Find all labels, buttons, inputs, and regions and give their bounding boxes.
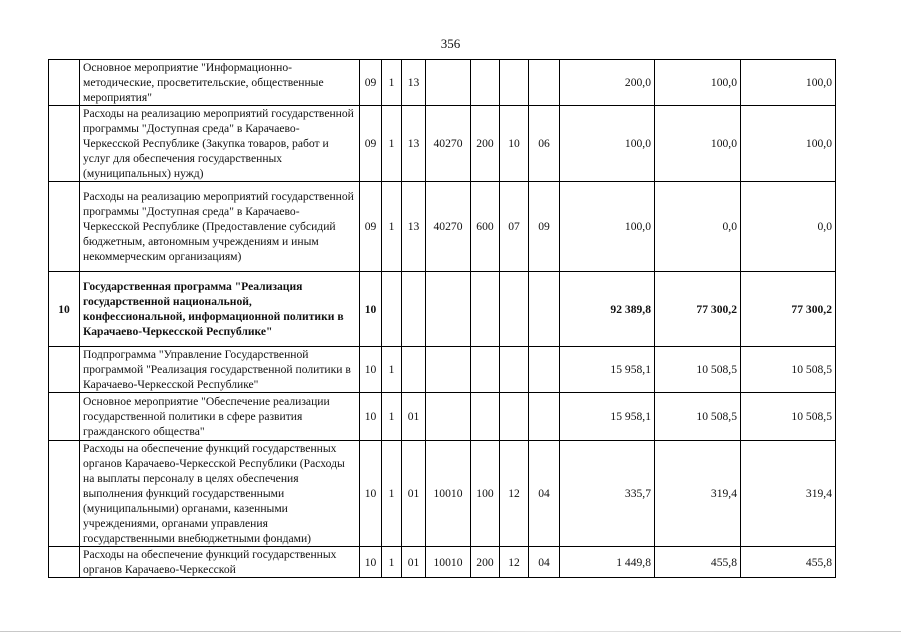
amount-year-3: 77 300,2 (741, 272, 836, 347)
subprogram-code (382, 272, 402, 347)
row-number (49, 547, 80, 578)
expense-type-code (471, 60, 500, 106)
amount-year-1: 200,0 (560, 60, 655, 106)
program-code: 10 (360, 393, 382, 441)
subprogram-code: 1 (382, 182, 402, 272)
amount-year-3: 10 508,5 (741, 393, 836, 441)
measure-code: 01 (402, 393, 426, 441)
amount-year-1: 335,7 (560, 441, 655, 547)
program-code: 10 (360, 347, 382, 393)
subsection-code: 04 (529, 441, 560, 547)
expense-type-code: 600 (471, 182, 500, 272)
subsection-code (529, 60, 560, 106)
amount-year-2: 77 300,2 (655, 272, 741, 347)
amount-year-1: 15 958,1 (560, 393, 655, 441)
row-number (49, 347, 80, 393)
table-row (49, 347, 836, 393)
row-name: Государственная программа "Реализация государственной национальной, конфессиональной, информационной политики в Карачаево-Черкесской Республике" (80, 272, 360, 347)
program-code: 09 (360, 106, 382, 182)
direction-code: 10010 (426, 547, 471, 578)
page-number: 356 (440, 36, 461, 51)
subsection-code (529, 347, 560, 393)
subprogram-code: 1 (382, 393, 402, 441)
row-name: Основное мероприятие "Информационно-методические, просветительские, общественные мероприятия" (80, 60, 360, 106)
expense-type-code (471, 393, 500, 441)
amount-year-1: 15 958,1 (560, 347, 655, 393)
expense-type-code (471, 347, 500, 393)
measure-code: 13 (402, 106, 426, 182)
subsection-code (529, 393, 560, 441)
amount-year-3: 319,4 (741, 441, 836, 547)
row-name: Расходы на обеспечение функций государственных органов Карачаево-Черкесской (80, 547, 360, 578)
section-code (500, 60, 529, 106)
table-row-program (49, 272, 836, 347)
program-code: 10 (360, 441, 382, 547)
table-row (49, 106, 836, 182)
table-row (49, 182, 836, 272)
direction-code: 10010 (426, 441, 471, 547)
subsection-code (529, 272, 560, 347)
subsection-code: 06 (529, 106, 560, 182)
section-code: 07 (500, 182, 529, 272)
direction-code (426, 393, 471, 441)
page-edge-line (0, 631, 901, 632)
amount-year-3: 0,0 (741, 182, 836, 272)
section-code: 12 (500, 547, 529, 578)
expense-type-code: 200 (471, 547, 500, 578)
expense-type-code: 200 (471, 106, 500, 182)
table-row (49, 441, 836, 547)
amount-year-1: 100,0 (560, 106, 655, 182)
row-name: Основное мероприятие "Обеспечение реализации государственной политики в сфере развития гражданского общества" (80, 393, 360, 441)
expense-type-code: 100 (471, 441, 500, 547)
amount-year-2: 319,4 (655, 441, 741, 547)
direction-code: 40270 (426, 106, 471, 182)
section-code (500, 272, 529, 347)
amount-year-2: 10 508,5 (655, 393, 741, 441)
program-code: 09 (360, 60, 382, 106)
row-name: Расходы на обеспечение функций государственных органов Карачаево-Черкесской Республики (Расходы на выплаты персоналу в целях обеспечения выполнения функций государственными (муниципальными) органами, казенными учреждениями, органами управления государственными внебюджетными фондами) (80, 441, 360, 547)
subprogram-code: 1 (382, 60, 402, 106)
program-code: 10 (360, 547, 382, 578)
amount-year-1: 1 449,8 (560, 547, 655, 578)
subprogram-code: 1 (382, 547, 402, 578)
row-name: Расходы на реализацию мероприятий государственной программы "Доступная среда" в Карачаево-Черкесской Республике (Закупка товаров, работ и услуг для обеспечения государственных (муниципальных) нужд) (80, 106, 360, 182)
subprogram-code: 1 (382, 347, 402, 393)
amount-year-3: 455,8 (741, 547, 836, 578)
direction-code (426, 272, 471, 347)
measure-code: 01 (402, 441, 426, 547)
direction-code (426, 347, 471, 393)
direction-code (426, 60, 471, 106)
measure-code (402, 272, 426, 347)
section-code (500, 347, 529, 393)
measure-code: 13 (402, 182, 426, 272)
section-code: 12 (500, 441, 529, 547)
table-row (49, 393, 836, 441)
subprogram-code: 1 (382, 106, 402, 182)
subsection-code: 04 (529, 547, 560, 578)
amount-year-2: 10 508,5 (655, 347, 741, 393)
row-number (49, 60, 80, 106)
row-number (49, 393, 80, 441)
subsection-code: 09 (529, 182, 560, 272)
row-number (49, 441, 80, 547)
program-code: 10 (360, 272, 382, 347)
measure-code (402, 347, 426, 393)
row-name: Расходы на реализацию мероприятий государственной программы "Доступная среда" в Карачаево-Черкесской Республике (Предоставление субсидий бюджетным, автономным учреждениям и иным некоммерческим организациям) (80, 182, 360, 272)
row-name: Подпрограмма "Управление Государственной программой "Реализация государственной политики в Карачаево-Черкесской Республике" (80, 347, 360, 393)
amount-year-2: 0,0 (655, 182, 741, 272)
amount-year-3: 10 508,5 (741, 347, 836, 393)
amount-year-2: 100,0 (655, 60, 741, 106)
program-code: 09 (360, 182, 382, 272)
expense-type-code (471, 272, 500, 347)
budget-table (48, 59, 836, 578)
section-code: 10 (500, 106, 529, 182)
subprogram-code: 1 (382, 441, 402, 547)
row-number (49, 106, 80, 182)
section-code (500, 393, 529, 441)
amount-year-1: 92 389,8 (560, 272, 655, 347)
row-number (49, 182, 80, 272)
table-row (49, 60, 836, 106)
measure-code: 01 (402, 547, 426, 578)
amount-year-2: 455,8 (655, 547, 741, 578)
amount-year-1: 100,0 (560, 182, 655, 272)
amount-year-3: 100,0 (741, 60, 836, 106)
amount-year-3: 100,0 (741, 106, 836, 182)
table-row (49, 547, 836, 578)
direction-code: 40270 (426, 182, 471, 272)
row-number: 10 (49, 272, 80, 347)
amount-year-2: 100,0 (655, 106, 741, 182)
measure-code: 13 (402, 60, 426, 106)
